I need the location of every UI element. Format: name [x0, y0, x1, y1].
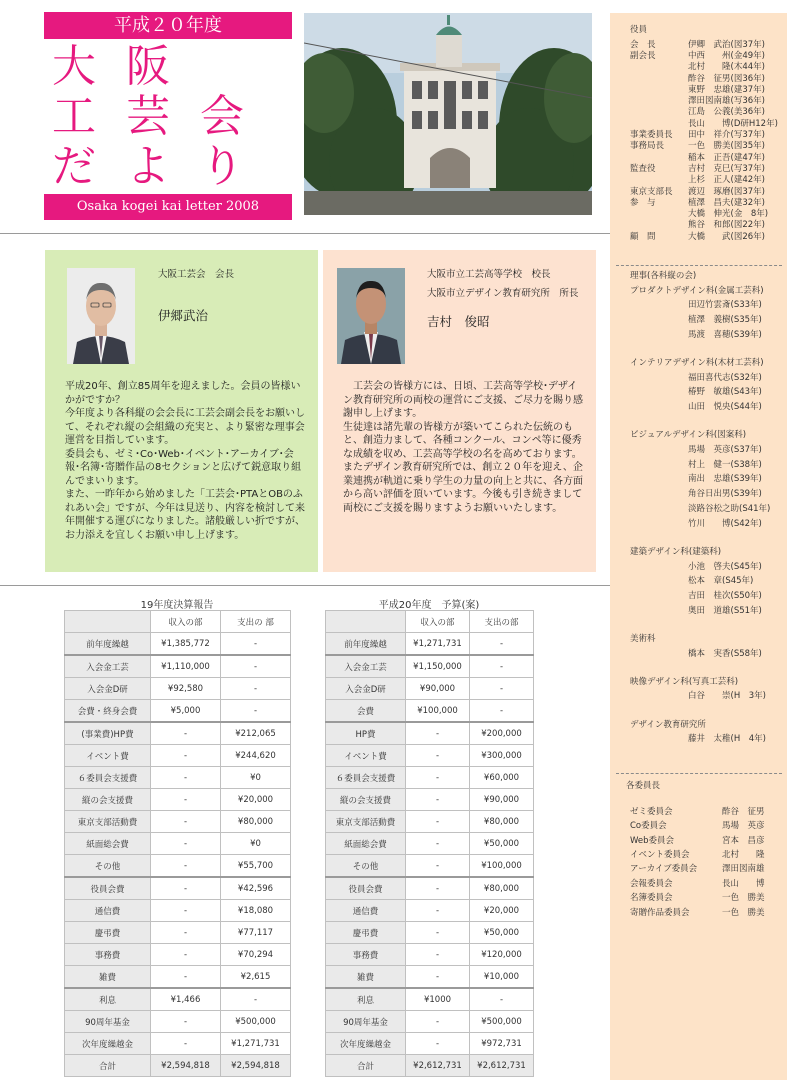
amount-cell: ¥212,065 [221, 722, 291, 745]
committee-chair: 一色 勝美 [722, 907, 765, 918]
table-row [326, 655, 534, 678]
year-banner: 平成２０年度 [44, 12, 292, 39]
amount-cell: - [221, 633, 291, 656]
row-label: 慶弔費 [65, 922, 151, 944]
table-row [326, 1011, 534, 1033]
row-label: 入会金D研 [65, 678, 151, 700]
table-row [65, 745, 291, 767]
amount-cell: ¥80,000 [470, 877, 534, 900]
row-label: 役員会費 [65, 877, 151, 900]
officer-name: 大橋 武(図26年) [688, 231, 765, 242]
row-label: イベント費 [326, 745, 406, 767]
table-row [65, 966, 291, 989]
amount-cell: - [406, 966, 470, 989]
amount-cell: ¥200,000 [470, 722, 534, 745]
amount-cell: - [406, 722, 470, 745]
row-label: HP費 [326, 722, 406, 745]
amount-cell: ¥90,000 [470, 789, 534, 811]
committee-chair: 酢谷 征男 [722, 806, 765, 817]
budget-table [325, 610, 534, 1077]
table-header-row [326, 611, 534, 633]
row-label: 90周年基金 [65, 1011, 151, 1033]
row-label: 縦の会支援費 [65, 789, 151, 811]
principal-photo [337, 268, 405, 364]
amount-cell: ¥2,612,731 [406, 1055, 470, 1077]
department-member: 小池 啓夫(S45年) [688, 561, 762, 572]
row-label: 合計 [65, 1055, 151, 1077]
officer-name: 中西 州(金49年) [688, 50, 765, 61]
amount-cell: - [406, 855, 470, 878]
department-member: 村上 健一(S38年) [688, 459, 762, 470]
amount-cell: ¥0 [221, 833, 291, 855]
officer-name: 北村 隆(木44年) [688, 62, 765, 73]
committee-role: 寄贈作品委員会 [630, 907, 690, 918]
department-member: 竹川 博(S42年) [688, 518, 762, 529]
department-name: ビジュアルデザイン科(図案科) [630, 430, 747, 441]
officer-role: 副会長 [630, 50, 656, 61]
amount-cell: ¥1,271,731 [406, 633, 470, 656]
committee-chair: 一色 勝美 [722, 893, 765, 904]
department-member: 白谷 崇(H 3年) [688, 691, 766, 702]
chairman-message-body: 平成20年、創立85周年を迎えました。会員の皆様いかがですか？ 今年度より各科縦の会会長に工芸会副会長をお願いして、それぞれ縦の会組織の充実と、より緊密な理事会運営を目指しています。 委員会も、ゼミ･Co･Web･イベント･アーカイブ･会報･名簿･寄贈作品の8セクションと広げて鋭意取り組んでまいります。 また、一昨年から始めました「工芸会･PTAとOBのふれあい会」ですが、今年は見送り、内容を検討して来年開催する運びになりました。諸般厳しい折ですが、お力添えを宜しくお願い申し上げます。 [65, 381, 305, 541]
table-row [65, 1033, 291, 1055]
amount-cell: ¥18,080 [221, 900, 291, 922]
row-label: 通信費 [326, 900, 406, 922]
department-member: 藤井 太稚(H 4年) [688, 734, 766, 745]
amount-cell: ¥100,000 [406, 700, 470, 723]
amount-cell: ¥0 [221, 767, 291, 789]
amount-cell: ¥500,000 [221, 1011, 291, 1033]
amount-cell: ¥50,000 [470, 922, 534, 944]
table-row [65, 877, 291, 900]
officer-role: 監査役 [630, 163, 656, 174]
officer-role: 会 長 [630, 39, 656, 50]
row-label: 縦の会支援費 [326, 789, 406, 811]
department-name: デザイン教育研究所 [630, 719, 706, 730]
officer-role: 参 与 [630, 197, 656, 208]
row-label: 事務費 [326, 944, 406, 966]
amount-cell: - [470, 700, 534, 723]
amount-cell: ¥90,000 [406, 678, 470, 700]
amount-cell: - [151, 877, 221, 900]
row-label: 次年度繰越金 [65, 1033, 151, 1055]
table-row [326, 900, 534, 922]
officer-role: 東京支部長 [630, 186, 673, 197]
amount-cell: ¥972,731 [470, 1033, 534, 1055]
row-label: 紙面総会費 [326, 833, 406, 855]
table-row [65, 900, 291, 922]
committee-role: アーカイブ委員会 [630, 864, 698, 875]
table-row [65, 922, 291, 944]
officer-name: 一色 勝美(図35年) [688, 141, 765, 152]
officer-name: 稲本 正吾(建47年) [688, 152, 765, 163]
subtitle-banner: Osaka kogei kai letter 2008 [44, 194, 292, 220]
amount-cell: ¥5,000 [151, 700, 221, 723]
title-line-3: だより [52, 141, 274, 192]
divider-top [0, 233, 610, 234]
officer-name: 長山 博(D研H12年) [688, 118, 778, 129]
committee-chair: 澤田図南雄 [722, 864, 765, 875]
table-row [326, 811, 534, 833]
department-member: 椿野 敏雄(S43年) [688, 387, 762, 398]
table-row [65, 789, 291, 811]
row-label: 通信費 [65, 900, 151, 922]
officer-name: 澤田図南雄(写36年) [688, 96, 765, 107]
officer-role: 顧 問 [630, 231, 656, 242]
amount-cell: - [151, 767, 221, 789]
table-row [326, 633, 534, 656]
row-label: 合計 [326, 1055, 406, 1077]
amount-cell: - [151, 789, 221, 811]
officer-role: 事務局長 [630, 141, 665, 152]
amount-cell: ¥244,620 [221, 745, 291, 767]
amount-cell: - [151, 745, 221, 767]
department-member: 田辺竹雲斎(S33年) [688, 300, 762, 311]
row-label: 役員会費 [326, 877, 406, 900]
table-row [326, 678, 534, 700]
department-name: 建築デザイン科(建築科) [630, 546, 722, 557]
department-member: 植澤 義樹(S35年) [688, 315, 762, 326]
amount-cell: - [470, 633, 534, 656]
department-name: プロダクトデザイン科(金属工芸科) [630, 285, 764, 296]
department-member: 吉田 桂次(S50年) [688, 590, 762, 601]
amount-cell: - [151, 855, 221, 878]
table-row [65, 1055, 291, 1077]
table-header-row [65, 611, 291, 633]
amount-cell: ¥20,000 [221, 789, 291, 811]
department-member: 山田 悦央(S44年) [688, 402, 762, 413]
table-row [326, 1033, 534, 1055]
table-row [326, 833, 534, 855]
principal-name: 吉村 俊昭 [427, 314, 490, 329]
officer-name: 大橋 伸光(金 8年) [688, 209, 769, 220]
amount-cell: ¥20,000 [470, 900, 534, 922]
title-line-1: 大阪 [52, 41, 200, 92]
budget-title: 平成20年度 予算(案) [378, 600, 480, 611]
row-label: 入会金工芸 [65, 655, 151, 678]
row-label: 入会金D研 [326, 678, 406, 700]
table-row [65, 1011, 291, 1033]
officer-name: 伊卿 武治(図37年) [688, 39, 765, 50]
directors-heading: 理事(各科縦の会) [630, 271, 697, 282]
sidebar-divider [616, 265, 782, 266]
department-name: 映像デザイン科(写真工芸科) [630, 676, 739, 687]
department-member: 橋本 実香(S58年) [688, 648, 762, 659]
row-label: 会費・終身会費 [65, 700, 151, 723]
row-label: その他 [65, 855, 151, 878]
table-row [65, 988, 291, 1011]
row-label: 利息 [326, 988, 406, 1011]
table-row [326, 966, 534, 989]
amount-cell: - [406, 811, 470, 833]
committee-chair: 北村 隆 [722, 850, 765, 861]
row-label: 利息 [65, 988, 151, 1011]
chairman-photo [67, 268, 135, 364]
officer-name: 東野 忠雄(建37年) [688, 84, 765, 95]
divider-bottom [0, 585, 610, 586]
newsletter-title [52, 42, 292, 192]
department-name: インテリアデザイン科(木材工芸科) [630, 358, 764, 369]
principal-role-school: 大阪市立工芸高等学校 校長 [427, 269, 551, 280]
officer-name: 田中 祥介(写37年) [688, 130, 765, 141]
officer-name: 渡辺 琢磨(図37年) [688, 186, 765, 197]
committee-chair: 馬場 英彦 [722, 821, 765, 832]
department-member: 福田喜代志(S32年) [688, 372, 762, 383]
amount-cell: ¥2,594,818 [221, 1055, 291, 1077]
chairman-message [45, 250, 318, 572]
amount-cell: ¥42,596 [221, 877, 291, 900]
amount-cell: - [406, 877, 470, 900]
amount-cell: - [470, 988, 534, 1011]
row-label: ６委員会支援費 [326, 767, 406, 789]
table-row [326, 877, 534, 900]
table-row [65, 700, 291, 723]
row-label: 雑費 [65, 966, 151, 989]
row-label: 90周年基金 [326, 1011, 406, 1033]
committee-role: 会報委員会 [630, 878, 673, 889]
department-name: 美術科 [630, 633, 656, 644]
table-row [326, 988, 534, 1011]
officer-role: 事業委員長 [630, 130, 673, 141]
principal-message [323, 250, 596, 572]
amount-cell: ¥500,000 [470, 1011, 534, 1033]
amount-cell: - [151, 1033, 221, 1055]
amount-cell: - [151, 722, 221, 745]
row-label: イベント費 [65, 745, 151, 767]
row-label: ６委員会支援費 [65, 767, 151, 789]
table-row [65, 833, 291, 855]
amount-cell: ¥10,000 [470, 966, 534, 989]
amount-cell: - [406, 900, 470, 922]
amount-cell: ¥80,000 [221, 811, 291, 833]
column-header: 収入の部 [151, 611, 221, 633]
row-label: 紙面総会費 [65, 833, 151, 855]
title-line-2: 工芸会 [52, 91, 274, 142]
row-label: 次年度繰越金 [326, 1033, 406, 1055]
department-member: 淡路谷松之助(S41年) [688, 503, 771, 514]
amount-cell: - [151, 833, 221, 855]
amount-cell: ¥80,000 [470, 811, 534, 833]
table-row [65, 633, 291, 656]
school-building-photo [304, 13, 592, 215]
amount-cell: ¥2,615 [221, 966, 291, 989]
amount-cell: ¥60,000 [470, 767, 534, 789]
principal-message-body: 工芸会の皆様方には、日頃、工芸高等学校･デザイン教育研究所の両校の運営にご支援、ご尽力を賜り感謝申し上げます。 生徒達は諸先輩の皆様方が築いてこられた伝統のもと、創造力まして、各種コンクール、コンペ等に優秀な成績を収め、工芸高等学校の名を高めております。 またデザイン教育研究所では、創立２０年を迎え、企業連携が軌道に乗り学生の力量の向上と共に、各方面から高い評価を頂いています。今後も引き続きまして両校にご支援を賜りますようお願いいたします。 [343, 381, 583, 514]
table-row [65, 678, 291, 700]
amount-cell: ¥2,594,818 [151, 1055, 221, 1077]
department-member: 奥田 道雄(S51年) [688, 605, 762, 616]
row-label: 前年度繰越 [326, 633, 406, 656]
row-label: その他 [326, 855, 406, 878]
row-label: 事務費 [65, 944, 151, 966]
officer-name: 酢谷 征男(図36年) [688, 73, 765, 84]
officer-name: 植澤 昌夫(建32年) [688, 197, 765, 208]
amount-cell: ¥1,271,731 [221, 1033, 291, 1055]
amount-cell: ¥100,000 [470, 855, 534, 878]
committees-heading: 各委員長 [626, 780, 661, 791]
row-label: 東京支部活動費 [65, 811, 151, 833]
amount-cell: - [221, 678, 291, 700]
amount-cell: - [151, 811, 221, 833]
table-row [326, 700, 534, 723]
chairman-name: 伊郷武治 [158, 308, 209, 323]
column-header [326, 611, 406, 633]
row-label: 東京支部活動費 [326, 811, 406, 833]
committee-role: Co委員会 [630, 821, 667, 832]
amount-cell: ¥1,466 [151, 988, 221, 1011]
settlement-report-title: 19年度決算報告 [140, 600, 214, 611]
row-label: 会費 [326, 700, 406, 723]
principal-role-institute: 大阪市立デザイン教育研究所 所長 [427, 288, 579, 299]
amount-cell: - [151, 966, 221, 989]
committee-role: 名簿委員会 [630, 893, 673, 904]
department-member: 南出 忠雄(S39年) [688, 474, 762, 485]
amount-cell: - [406, 1011, 470, 1033]
department-member: 馬渡 喜穂(S39年) [688, 329, 762, 340]
officers-sidebar [610, 13, 787, 1080]
amount-cell: - [406, 767, 470, 789]
table-row [65, 855, 291, 878]
amount-cell: - [406, 922, 470, 944]
table-row [65, 944, 291, 966]
row-label: 入会金工芸 [326, 655, 406, 678]
amount-cell: - [406, 745, 470, 767]
amount-cell: ¥1,150,000 [406, 655, 470, 678]
table-row [326, 722, 534, 745]
officer-name: 熊谷 和郎(図22年) [688, 220, 765, 231]
chairman-role: 大阪工芸会 会長 [158, 269, 235, 280]
amount-cell: ¥92,580 [151, 678, 221, 700]
table-row [326, 944, 534, 966]
amount-cell: ¥55,700 [221, 855, 291, 878]
officers-heading: 役員 [630, 25, 648, 35]
committee-role: イベント委員会 [630, 850, 690, 861]
amount-cell: - [151, 922, 221, 944]
amount-cell: ¥50,000 [470, 833, 534, 855]
table-row [65, 811, 291, 833]
amount-cell: ¥1,385,772 [151, 633, 221, 656]
column-header [65, 611, 151, 633]
column-header: 収入の部 [406, 611, 470, 633]
amount-cell: - [470, 655, 534, 678]
amount-cell: - [151, 944, 221, 966]
amount-cell: - [221, 988, 291, 1011]
officer-name: 上杉 正人(建42年) [688, 175, 765, 186]
amount-cell: - [406, 833, 470, 855]
committee-role: ゼミ委員会 [630, 806, 673, 817]
officer-name: 吉村 克巳(写37年) [688, 163, 765, 174]
sidebar-divider [616, 773, 782, 774]
department-member: 馬場 英彦(S37年) [688, 445, 762, 456]
amount-cell: ¥77,117 [221, 922, 291, 944]
amount-cell: - [406, 944, 470, 966]
amount-cell: - [151, 1011, 221, 1033]
amount-cell: - [406, 789, 470, 811]
officer-name: 江島 公義(美36年) [688, 107, 765, 118]
table-row [326, 745, 534, 767]
row-label: 雑費 [326, 966, 406, 989]
amount-cell: - [221, 700, 291, 723]
table-row [326, 855, 534, 878]
table-row [326, 1055, 534, 1077]
column-header: 支出の部 [470, 611, 534, 633]
table-row [326, 922, 534, 944]
department-member: 松本 章(S45年) [688, 576, 754, 587]
amount-cell: ¥1000 [406, 988, 470, 1011]
row-label: (事業費)HP費 [65, 722, 151, 745]
amount-cell: - [221, 655, 291, 678]
amount-cell: ¥120,000 [470, 944, 534, 966]
row-label: 慶弔費 [326, 922, 406, 944]
column-header: 支出の 部 [221, 611, 291, 633]
department-member: 角谷日出男(S39年) [688, 489, 762, 500]
committee-chair: 長山 博 [722, 878, 765, 889]
row-label: 前年度繰越 [65, 633, 151, 656]
amount-cell: - [151, 900, 221, 922]
amount-cell: - [470, 678, 534, 700]
table-row [326, 767, 534, 789]
table-row [65, 655, 291, 678]
amount-cell: - [406, 1033, 470, 1055]
amount-cell: ¥2,612,731 [470, 1055, 534, 1077]
table-row [65, 767, 291, 789]
table-row [326, 789, 534, 811]
settlement-report-table [64, 610, 291, 1077]
committee-role: Web委員会 [630, 835, 675, 846]
amount-cell: ¥70,294 [221, 944, 291, 966]
amount-cell: ¥300,000 [470, 745, 534, 767]
amount-cell: ¥1,110,000 [151, 655, 221, 678]
committee-chair: 宮本 昌彦 [722, 835, 765, 846]
table-row [65, 722, 291, 745]
